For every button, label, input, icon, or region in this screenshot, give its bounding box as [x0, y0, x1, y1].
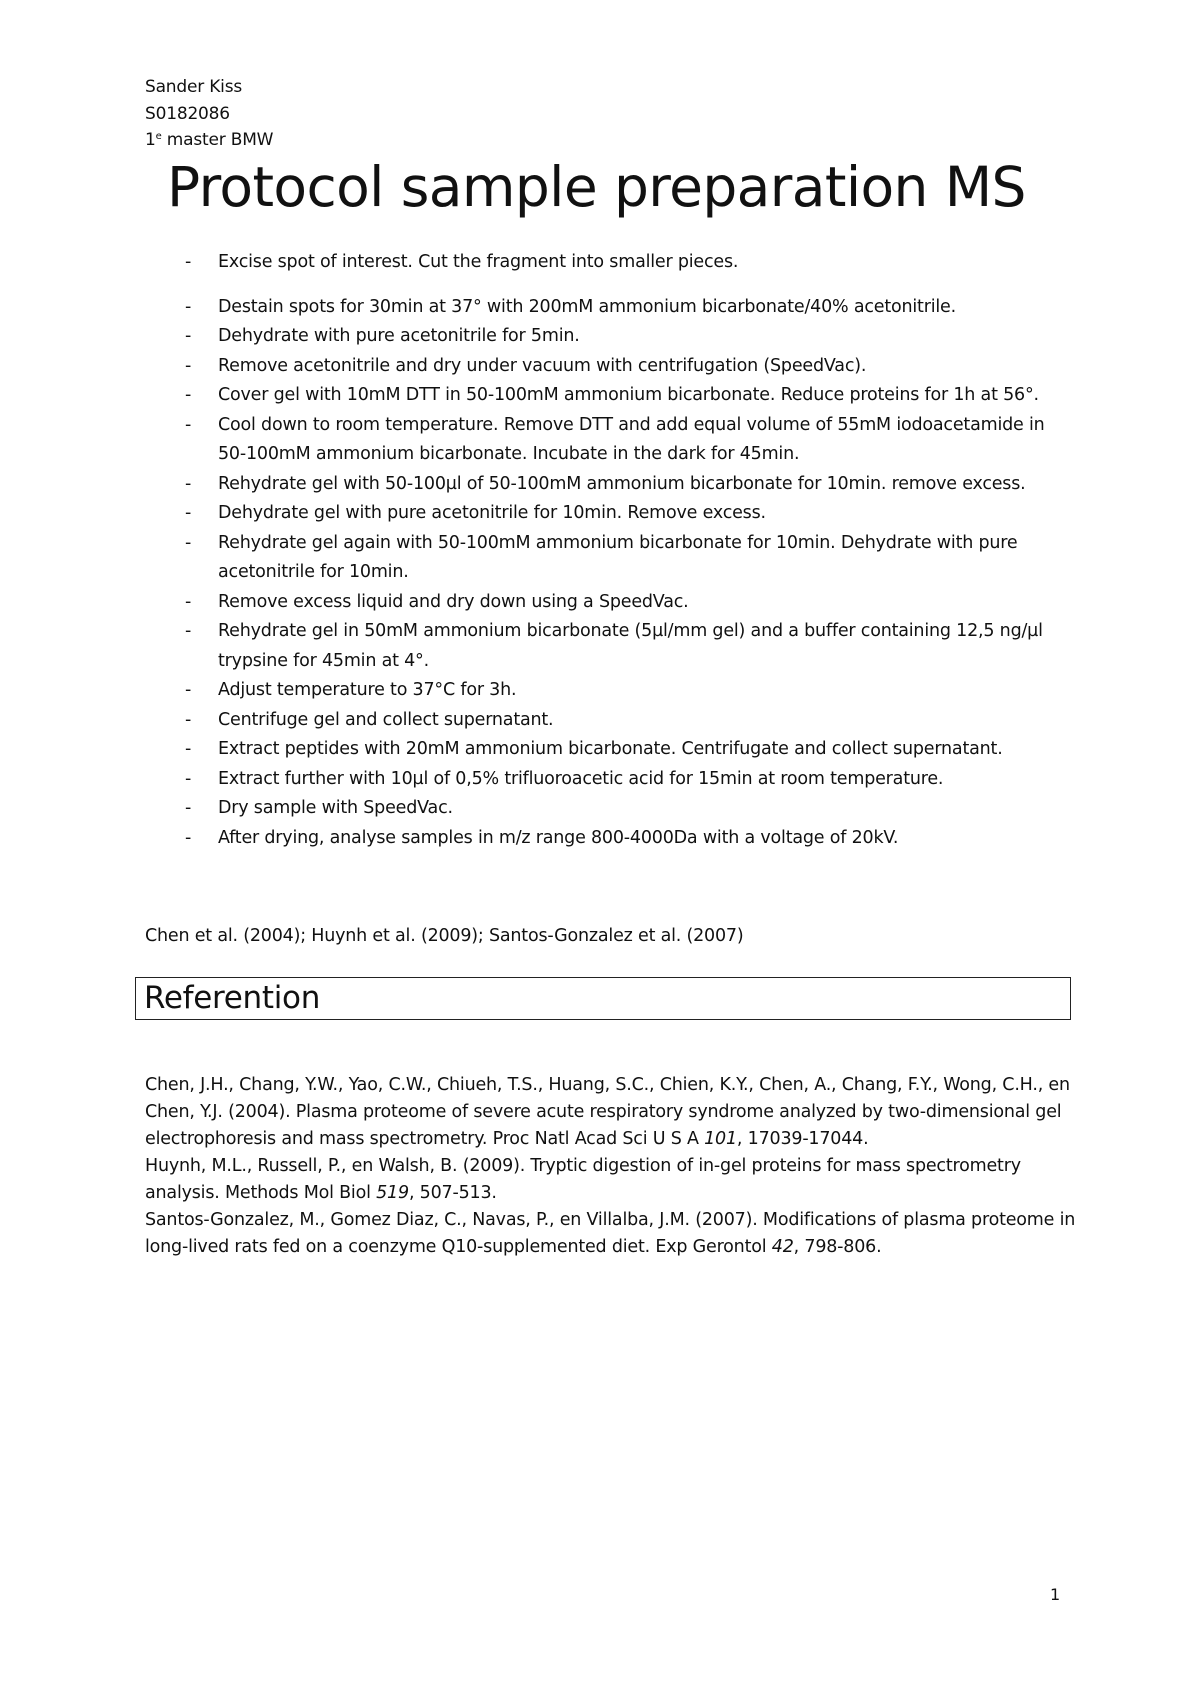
year-ordinal: 1: [145, 130, 156, 150]
protocol-steps: [145, 248, 1075, 853]
list-item: [145, 588, 1075, 618]
list-item: [145, 706, 1075, 736]
list-item: [145, 470, 1075, 500]
step-text: Remove excess liquid and dry down using a SpeedVac.: [218, 591, 689, 612]
reference-pages: , 17039-17044.: [736, 1129, 869, 1149]
reference-pages: , 507-513.: [408, 1183, 497, 1203]
author-name: Sander Kiss: [145, 77, 243, 97]
reference-volume: 519: [376, 1183, 409, 1203]
step-text: Destain spots for 30min at 37° with 200mM ammonium bicarbonate/40% acetonitrile.: [218, 296, 956, 317]
bullet-dash: -: [185, 621, 192, 641]
step-text: Dehydrate with pure acetonitrile for 5min.: [218, 326, 580, 346]
list-item: [145, 529, 1075, 588]
step-text: After drying, analyse samples in m/z range 800-4000Da with a voltage of 20kV.: [218, 827, 899, 848]
list-item: [145, 381, 1075, 411]
year-suffix: e: [155, 131, 162, 142]
reference-text: Huynh, M.L., Russell, P., en Walsh, B. (2009). Tryptic digestion of in-gel proteins for mass spectrometry analysis. Methods Mol Biol: [145, 1156, 1021, 1203]
bullet-dash: -: [185, 680, 192, 700]
bullet-dash: -: [185, 296, 192, 317]
bullet-dash: -: [185, 591, 192, 612]
reference-entry: [145, 1153, 1080, 1207]
page-title: Protocol sample preparation MS: [167, 155, 1026, 219]
list-item: [145, 293, 1075, 323]
step-text: Dry sample with SpeedVac.: [218, 798, 453, 818]
list-item: [145, 352, 1075, 382]
bullet-dash: -: [185, 532, 192, 553]
bullet-dash: -: [185, 326, 192, 346]
page-number: 1: [1050, 1585, 1061, 1604]
reference-list: [145, 1072, 1080, 1261]
student-number: S0182086: [145, 103, 230, 124]
step-text: Remove acetonitrile and dry under vacuum with centrifugation (SpeedVac).: [218, 355, 867, 376]
reference-volume: 101: [704, 1129, 737, 1149]
bullet-dash: -: [185, 798, 192, 818]
reference-pages: , 798-806.: [793, 1237, 882, 1257]
bullet-dash: -: [185, 503, 192, 523]
bullet-dash: -: [185, 739, 192, 759]
list-item: [145, 322, 1075, 352]
step-text: Rehydrate gel with 50-100µl of 50-100mM ammonium bicarbonate for 10min. remove excess.: [218, 473, 1026, 494]
bullet-dash: -: [185, 385, 192, 405]
step-text: Extract peptides with 20mM ammonium bicarbonate. Centrifugate and collect supernatant.: [218, 739, 1003, 759]
references-heading-box: [135, 977, 1071, 1020]
citation-line: Chen et al. (2004); Huynh et al. (2009); Santos-Gonzalez et al. (2007): [145, 926, 744, 946]
list-item: [145, 248, 1075, 278]
bullet-dash: -: [185, 414, 192, 435]
program-name: master BMW: [161, 130, 274, 150]
reference-entry: [145, 1072, 1080, 1153]
step-text: Dehydrate gel with pure acetonitrile for 10min. Remove excess.: [218, 503, 766, 523]
step-text: Rehydrate gel again with 50-100mM ammonium bicarbonate for 10min. Dehydrate with pure acetonitrile for 10min.: [218, 532, 1018, 582]
list-item: [145, 411, 1075, 470]
step-text: Cool down to room temperature. Remove DTT and add equal volume of 55mM iodoacetamide in 50-100mM ammonium bicarbonate. Incubate in the dark for 45min.: [218, 414, 1045, 464]
list-item: [145, 765, 1075, 795]
program-line: [145, 127, 273, 154]
step-text: Cover gel with 10mM DTT in 50-100mM ammonium bicarbonate. Reduce proteins for 1h at 56°.: [218, 385, 1039, 405]
reference-volume: 42: [771, 1237, 794, 1257]
bullet-dash: -: [185, 252, 192, 272]
author-block: [145, 74, 273, 154]
bullet-dash: -: [185, 473, 192, 494]
list-item: [145, 617, 1075, 676]
step-text: Rehydrate gel in 50mM ammonium bicarbonate (5µl/mm gel) and a buffer containing 12,5 ng/µl trypsine for 45min at 4°.: [218, 621, 1043, 671]
bullet-dash: -: [185, 827, 192, 848]
reference-text: Santos-Gonzalez, M., Gomez Diaz, C., Navas, P., en Villalba, J.M. (2007). Modifications of plasma proteome in long-lived rats fed on a coenzyme Q10-supplemented diet. Exp Gerontol: [145, 1210, 1076, 1257]
list-item: [145, 794, 1075, 824]
bullet-dash: -: [185, 709, 192, 730]
list-item: [145, 499, 1075, 529]
step-text: Adjust temperature to 37°C for 3h.: [218, 680, 517, 700]
list-item: [145, 735, 1075, 765]
bullet-dash: -: [185, 355, 192, 376]
step-text: Excise spot of interest. Cut the fragment into smaller pieces.: [218, 252, 739, 272]
reference-entry: [145, 1207, 1080, 1261]
step-text: Extract further with 10µl of 0,5% trifluoroacetic acid for 15min at room temperature.: [218, 768, 944, 789]
list-item: [145, 824, 1075, 854]
references-heading: Referention: [144, 980, 321, 1016]
reference-text: Chen, J.H., Chang, Y.W., Yao, C.W., Chiueh, T.S., Huang, S.C., Chien, K.Y., Chen, A., Chang, F.Y., Wong, C.H., en Chen, Y.J. (2004). Plasma proteome of severe acute respiratory syndrome analyzed by two-dimensional gel electrophoresis and mass spectrometry. Proc Natl Acad Sci U S A: [145, 1075, 1070, 1149]
step-text: Centrifuge gel and collect supernatant.: [218, 709, 554, 730]
bullet-dash: -: [185, 768, 192, 789]
list-item: [145, 676, 1075, 706]
